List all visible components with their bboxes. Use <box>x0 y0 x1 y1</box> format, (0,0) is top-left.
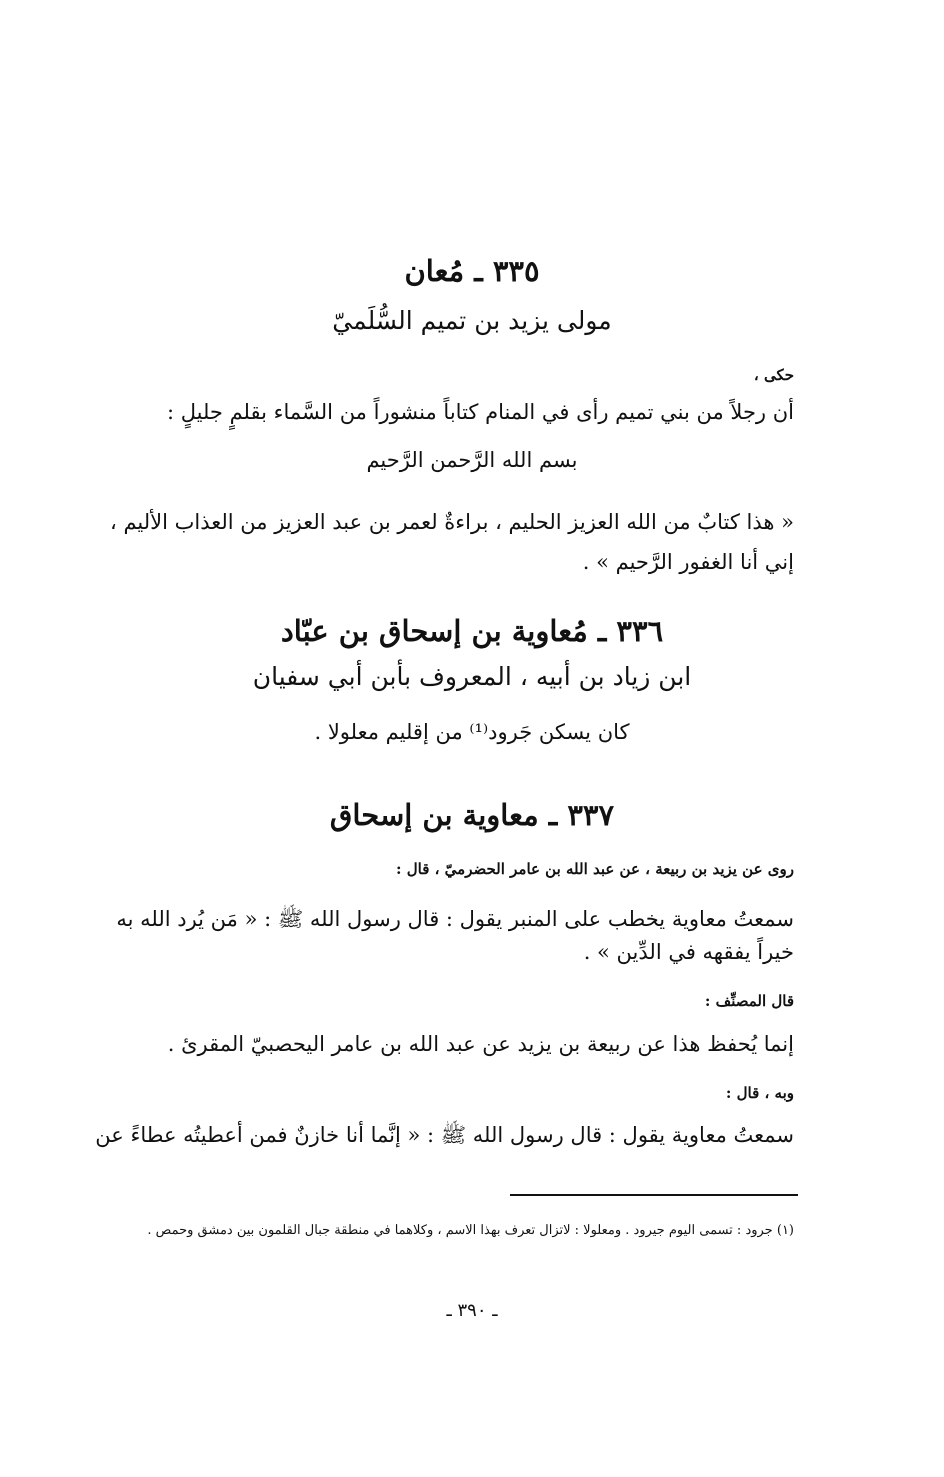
entry-336-subtitle: ابن زياد بن أبيه ، المعروف بأبن أبي سفيان <box>252 662 692 691</box>
entry-335-quote-line2: إني أنا الغفور الرَّحيم » . <box>582 550 794 574</box>
page-number: ـ ٣٩٠ ـ <box>446 1300 498 1321</box>
entry-335-line1: أن رجلاً من بني تميم رأى في المنام كتاباً منشوراً من السَّماء بقلمٍ جليلٍ : <box>166 400 794 424</box>
entry-337-hadith1-line2: خيراً يفقهه في الدِّين » . <box>583 940 794 964</box>
entry-335-quote-line1: « هذا كتابٌ من الله العزيز الحليم ، براءةٌ لعمر بن عبد العزيز من العذاب الأليم ، <box>109 510 794 534</box>
entry-337-author-label: قال المصنِّف : <box>704 992 794 1010</box>
entry-337-title: ٣٣٧ ـ معاوية بن إسحاق <box>329 798 615 832</box>
entry-336-line1: كان يسكن جَرود⁽¹⁾ من إقليم معلولا . <box>314 720 630 744</box>
entry-336-title: ٣٣٦ ـ مُعاوية بن إسحاق بن عبّاد <box>280 614 664 648</box>
entry-335-title: ٣٣٥ ـ مُعان <box>404 254 540 288</box>
footnote: (١) جرود : تسمى اليوم جيرود . ومعلولا : لاتزال تعرف بهذا الاسم ، وكلاهما في منطقة جبال القلمون بين دمشق وحمص . <box>147 1223 794 1238</box>
footnote-separator <box>510 1194 798 1196</box>
entry-337-hadith1-line1: سمعتُ معاوية يخطب على المنبر يقول : قال رسول الله ﷺ : « مَن يُرد الله به <box>116 907 794 931</box>
entry-337-isnad: روى عن يزيد بن ربيعة ، عن عبد الله بن عامر الحضرميّ ، قال : <box>395 860 794 878</box>
entry-337-wabihi: وبه ، قال : <box>725 1084 794 1102</box>
entry-335-basmala: بسم الله الرَّحمن الرَّحيم <box>366 448 578 472</box>
entry-337-author-text: إنما يُحفظ هذا عن ربيعة بن يزيد عن عبد الله بن عامر اليحصبيّ المقرئ . <box>167 1032 794 1056</box>
entry-337-hadith2-line1: سمعتُ معاوية يقول : قال رسول الله ﷺ : « إنَّما أنا خازنٌ فمن أعطيتُه عطاءً عن <box>95 1123 794 1147</box>
entry-335-subtitle: مولى يزيد بن تميم السُّلَميّ <box>332 306 612 335</box>
entry-335-intro: حكى ، <box>753 366 794 384</box>
